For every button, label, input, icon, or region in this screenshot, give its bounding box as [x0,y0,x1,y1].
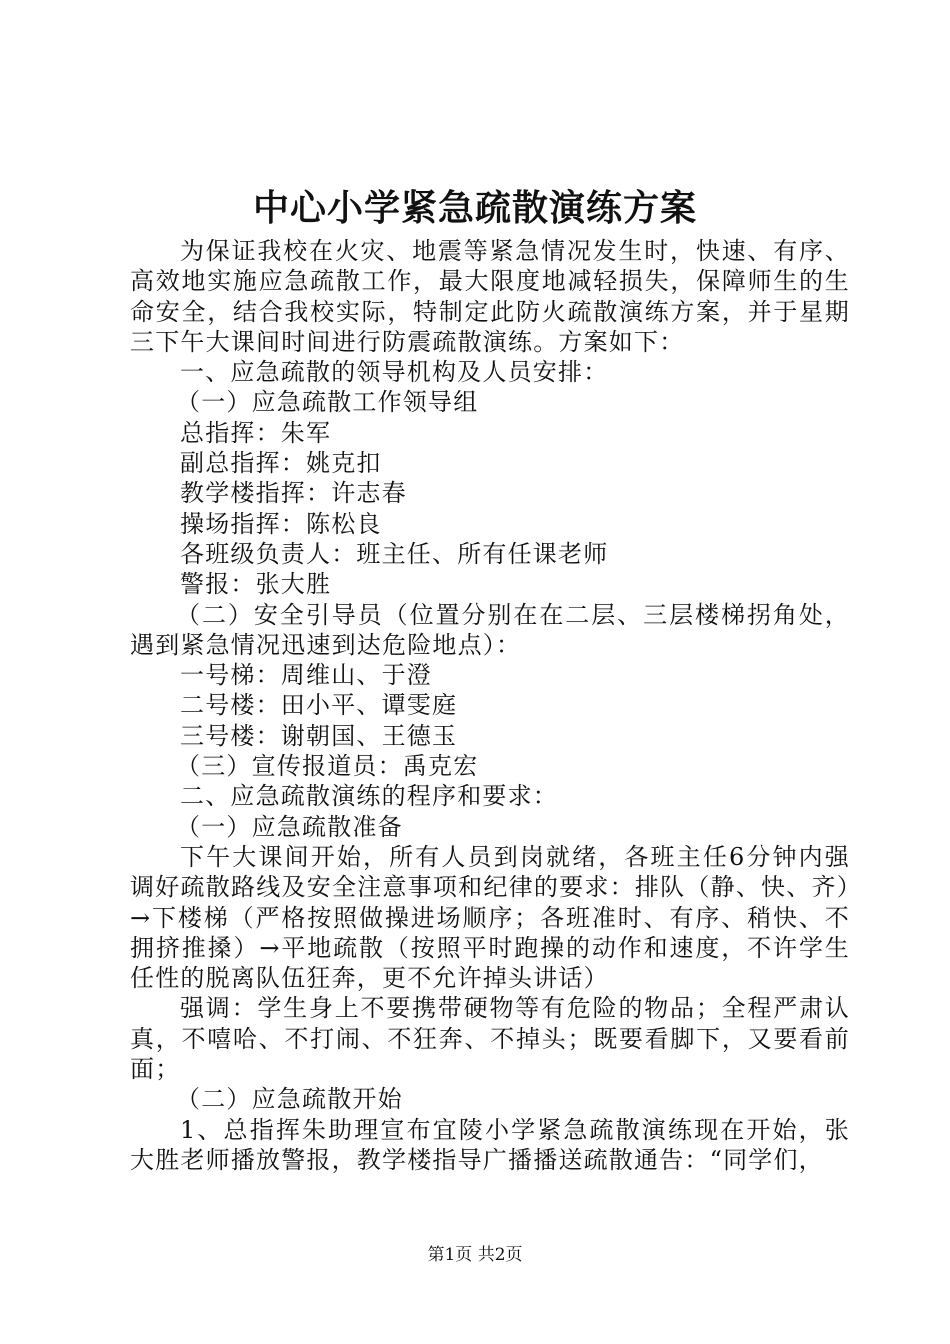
paragraph-step-1: 1、总指挥朱助理宣布宜陵小学紧急疏散演练现在开始，张大胜老师播放警报，教学楼指导广播播送疏散通告：“同学们， [130,1115,850,1174]
heading-section-1: 一、应急疏散的领导机构及人员安排： [180,358,609,387]
list-item: 总指挥：朱军 [180,418,332,447]
list-item: 一号梯：周维山、于澄 [180,661,432,690]
subheading-publicity: （三）宣传报道员：禹克宏 [176,752,479,781]
list-item: 三号楼：谢朝国、王德玉 [180,721,458,750]
subheading-safety-guides: （二）安全引导员（位置分别在在二层、三层楼梯拐角处，遇到紧急情况迅速到达危险地点）： [130,600,850,659]
subheading-leadership-group: （一）应急疏散工作领导组 [176,388,479,417]
page-number: 第1页 共2页 [427,1245,523,1265]
paragraph-preparation: 下午大课间开始，所有人员到岗就绪，各班主任6分钟内强调好疏散路线及安全注意事项和纪律的要求：排队（静、快、齐）→下楼梯（严格按照做操进场顺序；各班准时、有序、稍快、不拥挤推搡）→平地疏散（按照平时跑操的动作和速度，不许学生任性的脱离队伍狂奔，更不允许掉头讲话） [130,842,850,993]
paragraph-emphasis: 强调：学生身上不要携带硬物等有危险的物品；全程严肃认真，不嘻哈、不打闹、不狂奔、不掉头；既要看脚下，又要看前面； [130,994,850,1084]
paragraph-intro: 为保证我校在火灾、地震等紧急情况发生时，快速、有序、高效地实施应急疏散工作，最大限度地减轻损失，保障师生的生命安全，结合我校实际，特制定此防火疏散演练方案，并于星期三下午大课间时间进行防震疏散演练。方案如下： [130,237,850,356]
list-item: 警报：张大胜 [180,570,332,599]
document-body [130,236,850,1175]
list-item: 各班级负责人：班主任、所有任课老师 [180,539,609,568]
list-item: 操场指挥：陈松良 [180,509,382,538]
subheading-start: （二）应急疏散开始 [176,1085,403,1114]
list-item: 副总指挥：姚克扣 [180,449,382,478]
heading-section-2: 二、应急疏散演练的程序和要求： [180,782,558,811]
list-item: 二号楼：田小平、谭雯庭 [180,691,458,720]
subheading-preparation: （一）应急疏散准备 [176,812,403,841]
document-title: 中心小学紧急疏散演练方案 [252,187,697,229]
list-item: 教学楼指挥：许志春 [180,479,407,508]
